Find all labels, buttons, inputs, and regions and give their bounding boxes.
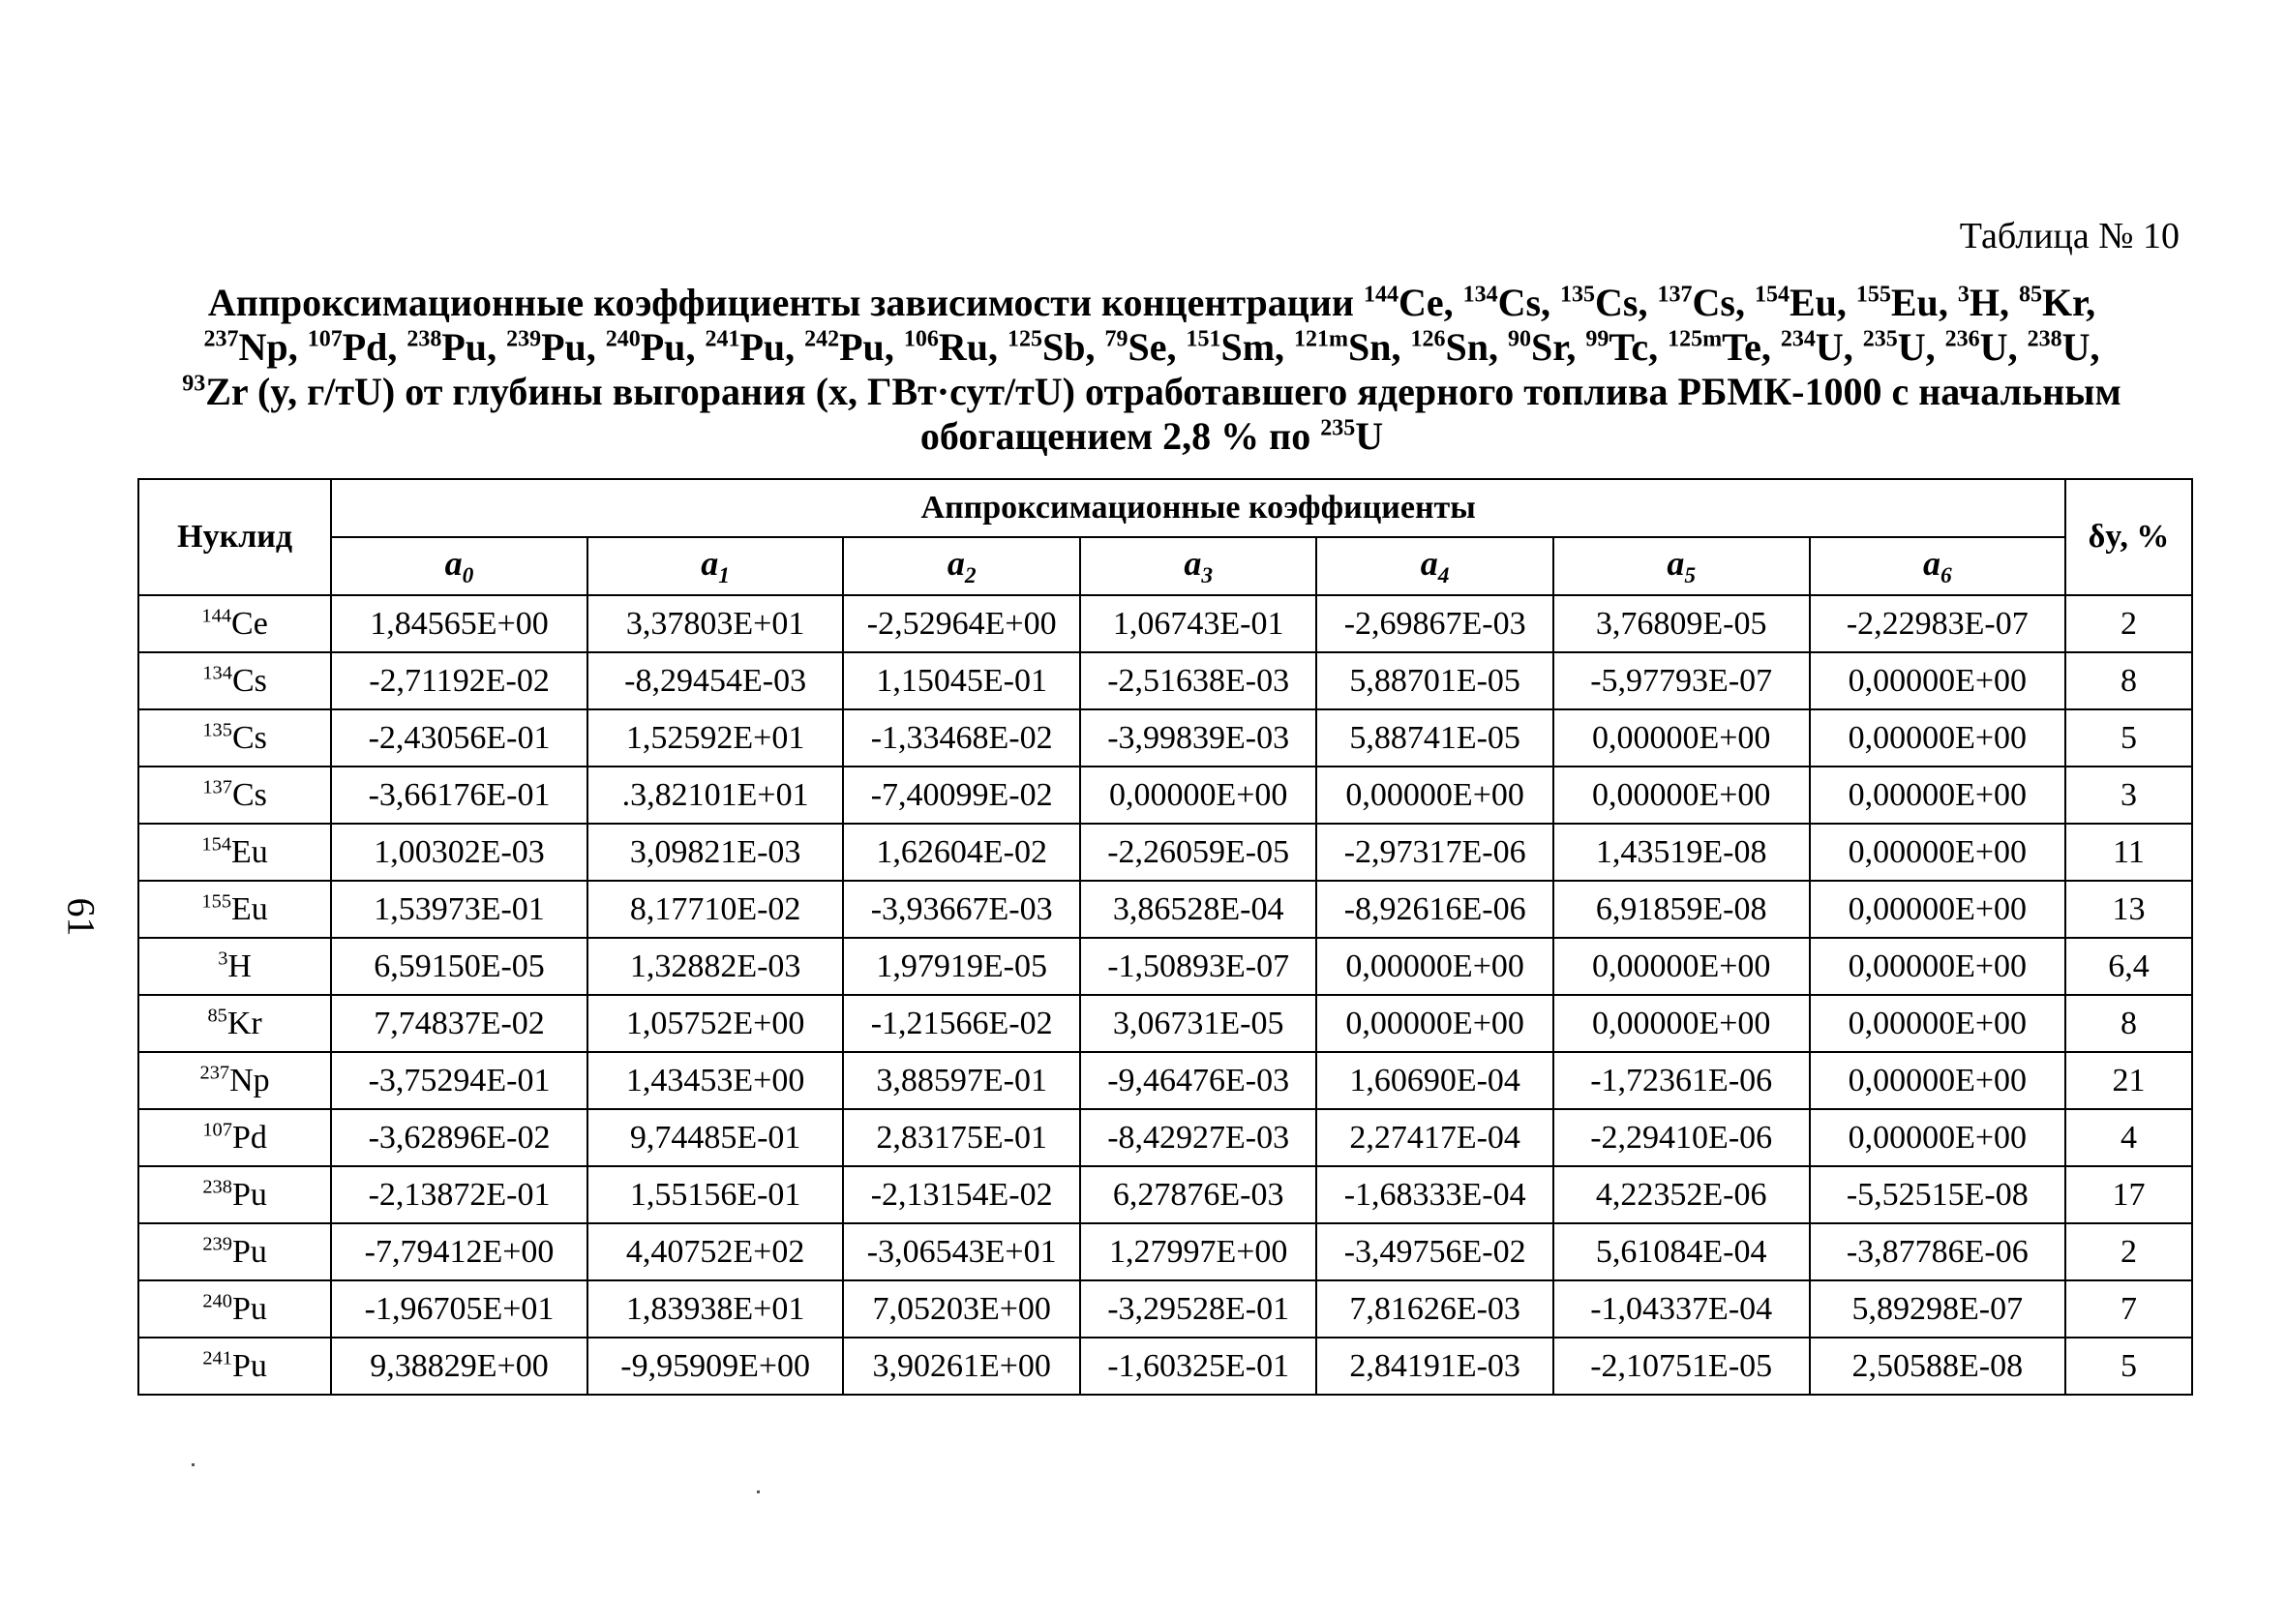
coefficient-cell: 2,50588E-08 [1810,1338,2066,1395]
coefficient-cell: 4,22352E-06 [1553,1166,1810,1223]
title-nuclide [1856,281,1939,324]
coefficient-cell: -7,79412E+00 [331,1223,587,1280]
coefficient-cell: -2,52964E+00 [843,595,1079,652]
mass-number: 144 [201,605,232,627]
coefficient-cell: 0,00000E+00 [1080,767,1316,824]
table-row [138,824,2192,881]
coefficient-cell: -3,62896E-02 [331,1109,587,1166]
coefficient-cell: 2,27417E-04 [1316,1109,1552,1166]
delta-cell: 8 [2065,995,2192,1052]
title-nuclide-symbol: Sb [1041,325,1086,369]
title-text: обогащением 2,8 % по [919,414,1321,458]
coefficient-cell: -1,96705E+01 [331,1280,587,1338]
nuclide-cell [138,709,331,767]
coefficient-cell: -1,68333E-04 [1316,1166,1552,1223]
title-nuclide [2028,325,2090,369]
table-row [138,1166,2192,1223]
title-mass-number: 85 [2018,282,2042,308]
coefficient-cell: 3,06731E-05 [1080,995,1316,1052]
coefficient-cell: 0,00000E+00 [1553,938,1810,995]
delta-cell: 5 [2065,709,2192,767]
delta-cell: 2 [2065,1223,2192,1280]
coefficient-cell: .3,82101E+01 [587,767,844,824]
nuclide-cell [138,938,331,995]
title-mass-number: 137 [1657,282,1693,308]
nuclide-symbol: Eu [231,890,268,927]
title-nuclide [406,325,487,369]
coefficient-index: 0 [462,563,474,589]
title-nuclide-symbol: Kr [2041,281,2087,324]
coefficient-cell: 1,00302E-03 [331,824,587,881]
coefficient-index: 5 [1684,563,1697,589]
table-row [138,1223,2192,1280]
coefficient-cell: 7,05203E+00 [843,1280,1079,1338]
nuclide-symbol: Pu [231,1347,267,1384]
coefficient-cell: 1,83938E+01 [587,1280,844,1338]
title-mass-number: 90 [1508,326,1532,352]
title-mass-number: 99 [1585,326,1609,352]
coefficient-cell: 0,00000E+00 [1553,767,1810,824]
title-text: (y, г/тU) от глубины выгорания (x, ГВт·сут/тU) отработавшего ядерного топлива РБМК-1000 с начальным [247,370,2121,413]
title-nuclide [2019,281,2086,324]
coefficient-cell: 0,00000E+00 [1553,995,1810,1052]
nuclide-cell [138,995,331,1052]
coefficient-cell: 6,27876E-03 [1080,1166,1316,1223]
coefficient-cell: -2,43056E-01 [331,709,587,767]
coefficient-cell: 1,43453E+00 [587,1052,844,1109]
coefficient-cell: 3,86528E-04 [1080,881,1316,938]
nuclide-symbol: Pu [231,1176,267,1213]
coefficient-cell: 1,52592E+01 [587,709,844,767]
title-nuclide-symbol: Tc [1609,325,1649,369]
coefficient-cell: -2,10751E-05 [1553,1338,1810,1395]
nuclide-symbol: Pu [231,1233,267,1270]
title-nuclide-symbol: Pu [640,325,686,369]
coefficient-cell: -2,13872E-01 [331,1166,587,1223]
coefficient-index: 2 [964,563,977,589]
delta-header: δy, % [2065,479,2192,595]
coefficient-cell: -2,13154E-02 [843,1166,1079,1223]
coefficient-cell: 0,00000E+00 [1316,767,1552,824]
mass-number: 107 [202,1119,232,1141]
title-mass-number: 235 [1320,415,1356,441]
coefficient-cell: -8,29454E-03 [587,652,844,709]
coefficient-cell: -2,69867E-03 [1316,595,1552,652]
title-nuclide-symbol: H [1969,281,2000,324]
coefficients-group-header: Аппроксимационные коэффициенты [331,479,2065,537]
title-nuclide-symbol: Pd [342,325,388,369]
coefficient-cell: 6,59150E-05 [331,938,587,995]
title-nuclide [1657,281,1734,324]
nuclide-cell [138,767,331,824]
title-nuclide-symbol: Sm [1220,325,1276,369]
coefficient-cell: 5,88701E-05 [1316,652,1552,709]
scan-speck [757,1490,760,1493]
table-row [138,709,2192,767]
title-mass-number: 125m [1668,326,1723,352]
title-mass-number: 154 [1754,282,1790,308]
table-caption: Таблица № 10 [1959,216,2180,256]
coefficient-cell: 0,00000E+00 [1810,824,2066,881]
title-nuclide-symbol: Eu [1789,281,1837,324]
title-nuclide [1186,325,1275,369]
nuclide-symbol: Eu [231,833,268,870]
coefficient-cell: 0,00000E+00 [1810,1052,2066,1109]
title-mass-number: 238 [406,326,442,352]
mass-number: 137 [202,776,232,798]
coefficient-cell: 0,00000E+00 [1316,938,1552,995]
title-nuclide-symbol: U [1815,325,1844,369]
title-mass-number: 144 [1363,282,1399,308]
title-nuclide-symbol: Cs [1692,281,1735,324]
table-row [138,767,2192,824]
nuclide-cell [138,1052,331,1109]
title-mass-number: 235 [1862,326,1898,352]
mass-number: 238 [202,1176,232,1198]
coefficient-cell: 4,40752E+02 [587,1223,844,1280]
title-nuclide-symbol: Eu [1890,281,1939,324]
coefficient-cell: 1,32882E-03 [587,938,844,995]
title-nuclide [1294,325,1392,369]
coefficient-cell: -1,21566E-02 [843,995,1079,1052]
nuclide-symbol: Pd [231,1119,267,1156]
nuclide-cell [138,652,331,709]
title-mass-number: 242 [804,326,840,352]
coefficient-cell: 1,53973E-01 [331,881,587,938]
title-nuclides-1: $^{144}$Ce, $^{134}$Cs, $^{135}$Cs, $^{137}$Cs, $^{154}$Eu, $^{155}$Eu, $^3$H, $^{85}$Kr, [1363,281,2096,324]
table-row [138,1052,2192,1109]
nuclide-cell [138,595,331,652]
nuclide-symbol: Cs [231,719,267,756]
coefficient-cell: 2,84191E-03 [1316,1338,1552,1395]
nuclide-symbol: Cs [231,776,267,813]
title-nuclide-symbol: Pu [739,325,786,369]
coefficient-cell: 0,00000E+00 [1810,938,2066,995]
coefficient-cell: -3,49756E-02 [1316,1223,1552,1280]
title-line-4 [165,414,2139,459]
delta-cell: 6,4 [2065,938,2192,995]
coefficient-cell: 1,15045E-01 [843,652,1079,709]
delta-cell: 3 [2065,767,2192,824]
title-mass-number: 241 [705,326,740,352]
coefficient-cell: -1,50893E-07 [1080,938,1316,995]
nuclide-symbol: Pu [231,1290,267,1327]
title-nuclide-symbol: Cs [1497,281,1542,324]
coefficient-cell: -1,72361E-06 [1553,1052,1810,1109]
coefficient-cell: 0,00000E+00 [1810,767,2066,824]
coefficient-cell: -9,95909E+00 [587,1338,844,1395]
mass-number: 135 [202,719,232,741]
title-nuclide [606,325,686,369]
nuclide-symbol: Np [229,1062,270,1098]
coefficient-cell: -2,22983E-07 [1810,595,2066,652]
coefficient-cell: 1,27997E+00 [1080,1223,1316,1280]
coefficient-index: 1 [718,563,730,589]
coefficient-cell: 9,38829E+00 [331,1338,587,1395]
title-nuclide-symbol: Sn [1348,325,1392,369]
nuclide-cell [138,1223,331,1280]
title-mass-number: 79 [1104,326,1128,352]
table-title [165,281,2139,459]
table-row [138,938,2192,995]
coefficients-table [137,478,2193,1396]
coefficient-cell: -2,51638E-03 [1080,652,1316,709]
nuclide-symbol: Ce [231,605,268,642]
coefficient-cell: 0,00000E+00 [1810,995,2066,1052]
coefficient-cell: -5,97793E-07 [1553,652,1810,709]
page-number: 61 [59,897,104,937]
coefficient-cell: -3,99839E-03 [1080,709,1316,767]
coefficient-cell: 3,88597E-01 [843,1052,1079,1109]
scan-speck [192,1463,195,1466]
coefficient-cell: -2,26059E-05 [1080,824,1316,881]
delta-cell: 4 [2065,1109,2192,1166]
title-mass-number: 234 [1780,326,1816,352]
table-row [138,1338,2192,1395]
title-nuclide-symbol: U [2061,325,2090,369]
title-nuclide [1958,281,2000,324]
nuclide-header: Нуклид [138,479,331,595]
title-mass-number: 240 [605,326,641,352]
coefficient-cell: 3,37803E+01 [587,595,844,652]
nuclide-symbol: Kr [226,1005,262,1041]
title-line-1 [165,281,2139,325]
mass-number: 240 [202,1290,232,1312]
title-nuclide [1945,325,2008,369]
title-nuclide [308,325,388,369]
title-mass-number: 126 [1410,326,1446,352]
title-nuclide [804,325,885,369]
coefficient-index: 4 [1437,563,1450,589]
coefficient-cell: 5,61084E-04 [1553,1223,1810,1280]
title-nuclide-symbol: Sn [1445,325,1489,369]
title-nuclide-symbol: Pu [839,325,885,369]
coefficient-cell: -3,66176E-01 [331,767,587,824]
coefficient-cell: 8,17710E-02 [587,881,844,938]
title-mass-number: 3 [1957,282,1970,308]
title-nuclide-symbol: Sr [1531,325,1567,369]
coefficient-cell: 3,09821E-03 [587,824,844,881]
coefficient-cell: 0,00000E+00 [1810,881,2066,938]
title-mass-number: 237 [203,326,239,352]
title-nuclide [1755,281,1837,324]
title-nuclide-symbol: Zr [205,370,248,413]
coefficient-cell: 1,43519E-08 [1553,824,1810,881]
title-nuclide [506,325,587,369]
coefficient-cell: 1,05752E+00 [587,995,844,1052]
coefficient-cell: -1,33468E-02 [843,709,1079,767]
coefficient-cell: 7,81626E-03 [1316,1280,1552,1338]
delta-cell: 5 [2065,1338,2192,1395]
coefficient-cell: 1,62604E-02 [843,824,1079,881]
delta-cell: 2 [2065,595,2192,652]
title-line-3 [165,370,2139,414]
coefficient-cell: 5,88741E-05 [1316,709,1552,767]
coefficient-header: $a_3$ [1080,537,1316,595]
mass-number: 155 [201,890,232,913]
coefficient-cell: 3,90261E+00 [843,1338,1079,1395]
title-nuclide [1781,325,1844,369]
coefficient-cell: 1,84565E+00 [331,595,587,652]
coefficient-cell: -2,97317E-06 [1316,824,1552,881]
coefficient-cell: -1,04337E-04 [1553,1280,1810,1338]
coefficient-header: $a_0$ [331,537,587,595]
coefficient-cell: 0,00000E+00 [1810,709,2066,767]
nuclide-cell [138,1166,331,1223]
coefficient-cell: 7,74837E-02 [331,995,587,1052]
title-nuclide-symbol: Ru [938,325,988,369]
title-nuclide [1560,281,1638,324]
mass-number: 134 [202,662,232,684]
coefficient-cell: -2,71192E-02 [331,652,587,709]
title-nuclide [204,325,288,369]
mass-number: 85 [207,1005,227,1027]
coefficient-cell: 3,76809E-05 [1553,595,1810,652]
title-nuclide-symbol: U [1897,325,1926,369]
title-nuclide [705,325,785,369]
title-mass-number: 151 [1186,326,1221,352]
nuclide-symbol: H [227,947,252,984]
nuclide-cell [138,824,331,881]
title-mass-number: 106 [903,326,939,352]
mass-number: 241 [202,1347,232,1369]
coefficient-cell: -8,42927E-03 [1080,1109,1316,1166]
coefficient-cell: 5,89298E-07 [1810,1280,2066,1338]
delta-cell: 8 [2065,652,2192,709]
nuclide-cell [138,881,331,938]
title-nuclide [1411,325,1489,369]
coefficient-header-row [138,537,2192,595]
title-nuclide-symbol: Pu [441,325,488,369]
coefficient-cell: 0,00000E+00 [1810,652,2066,709]
title-mass-number: 238 [2027,326,2062,352]
coefficient-cell: 1,97919E-05 [843,938,1079,995]
title-mass-number: 121m [1294,326,1349,352]
coefficient-cell: -3,75294E-01 [331,1052,587,1109]
delta-cell: 13 [2065,881,2192,938]
mass-number: 239 [202,1233,232,1255]
nuclide-cell [138,1109,331,1166]
delta-cell: 17 [2065,1166,2192,1223]
title-mass-number: 125 [1007,326,1042,352]
table-row [138,1109,2192,1166]
coefficient-cell: 6,91859E-08 [1553,881,1810,938]
table-row [138,595,2192,652]
coefficient-cell: -3,29528E-01 [1080,1280,1316,1338]
coefficient-cell: 0,00000E+00 [1810,1109,2066,1166]
coefficient-header: $a_2$ [843,537,1079,595]
table-row [138,881,2192,938]
coefficient-cell: -1,60325E-01 [1080,1338,1316,1395]
header-row [138,479,2192,537]
coefficient-index: 6 [1940,563,1952,589]
table-row [138,1280,2192,1338]
title-nuclide [904,325,988,369]
title-text: Аппроксимационные коэффициенты зависимости концентрации [207,281,1364,324]
delta-cell: 7 [2065,1280,2192,1338]
coefficient-cell: -3,06543E+01 [843,1223,1079,1280]
coefficient-cell: 1,60690E-04 [1316,1052,1552,1109]
title-nuclide-symbol: Se [1128,325,1167,369]
mass-number: 154 [201,833,232,856]
coefficient-cell: -2,29410E-06 [1553,1109,1810,1166]
coefficient-header: $a_6$ [1810,537,2066,595]
title-mass-number: 239 [506,326,542,352]
title-nuclide-symbol: Ce [1398,281,1444,324]
title-nuclide [1668,325,1761,369]
title-nuclide-symbol: U [1979,325,2008,369]
table-row [138,995,2192,1052]
title-mass-number: 236 [1944,326,1980,352]
title-nuclide [1585,325,1648,369]
mass-number: 237 [199,1062,230,1084]
table-row [138,652,2192,709]
title-nuclide-symbol: Pu [541,325,587,369]
title-line-2: $^{237}$Np, $^{107}$Pd, $^{238}$Pu, $^{239}$Pu, $^{240}$Pu, $^{241}$Pu, $^{242}$Pu, $^{106}$Ru, $^{125}$Sb, $^{79}$Se, $^{151}$Sm, $^{121m}$Sn, $^{126}$Sn, $^{90}$Sr, $^{99}$Tc, $^{125m}$Te, $^{234}$U, $^{235}$U, $^{236}$U, $^{238}$U, [203,325,2100,369]
title-mass-number: 135 [1560,282,1596,308]
coefficient-cell: -8,92616E-06 [1316,881,1552,938]
title-nuclide [1463,281,1541,324]
title-nuclide [1863,325,1926,369]
delta-cell: 11 [2065,824,2192,881]
coefficient-cell: 0,00000E+00 [1316,995,1552,1052]
title-nuclide-symbol: Np [238,325,288,369]
title-mass-number: 155 [1855,282,1891,308]
title-nuclide [1008,325,1086,369]
coefficient-cell: 0,00000E+00 [1553,709,1810,767]
title-mass-number: 93 [182,371,206,397]
nuclide-cell [138,1338,331,1395]
title-mass-number: 107 [307,326,343,352]
title-mass-number: 134 [1462,282,1498,308]
mass-number: 3 [218,947,228,970]
coefficient-header: $a_1$ [587,537,844,595]
coefficient-cell: 2,83175E-01 [843,1109,1079,1166]
title-nuclide [1364,281,1444,324]
nuclide-cell [138,1280,331,1338]
coefficient-cell: 1,55156E-01 [587,1166,844,1223]
title-nuclide [1508,325,1566,369]
coefficient-index: 3 [1201,563,1214,589]
coefficient-cell: 1,06743E-01 [1080,595,1316,652]
coefficient-header: $a_4$ [1316,537,1552,595]
coefficient-cell: -5,52515E-08 [1810,1166,2066,1223]
title-nuclide [1104,325,1166,369]
coefficient-cell: -7,40099E-02 [843,767,1079,824]
table-body [138,595,2192,1395]
coefficient-cell: 9,74485E-01 [587,1109,844,1166]
title-nuclide-symbol: Cs [1595,281,1639,324]
coefficient-cell: -9,46476E-03 [1080,1052,1316,1109]
title-nuclide-symbol: Te [1722,325,1761,369]
coefficient-header: $a_5$ [1553,537,1810,595]
coefficient-cell: -3,87786E-06 [1810,1223,2066,1280]
title-nuclide-symbol: U [1355,414,1384,458]
nuclide-symbol: Cs [231,662,267,699]
delta-cell: 21 [2065,1052,2192,1109]
coefficient-cell: -3,93667E-03 [843,881,1079,938]
